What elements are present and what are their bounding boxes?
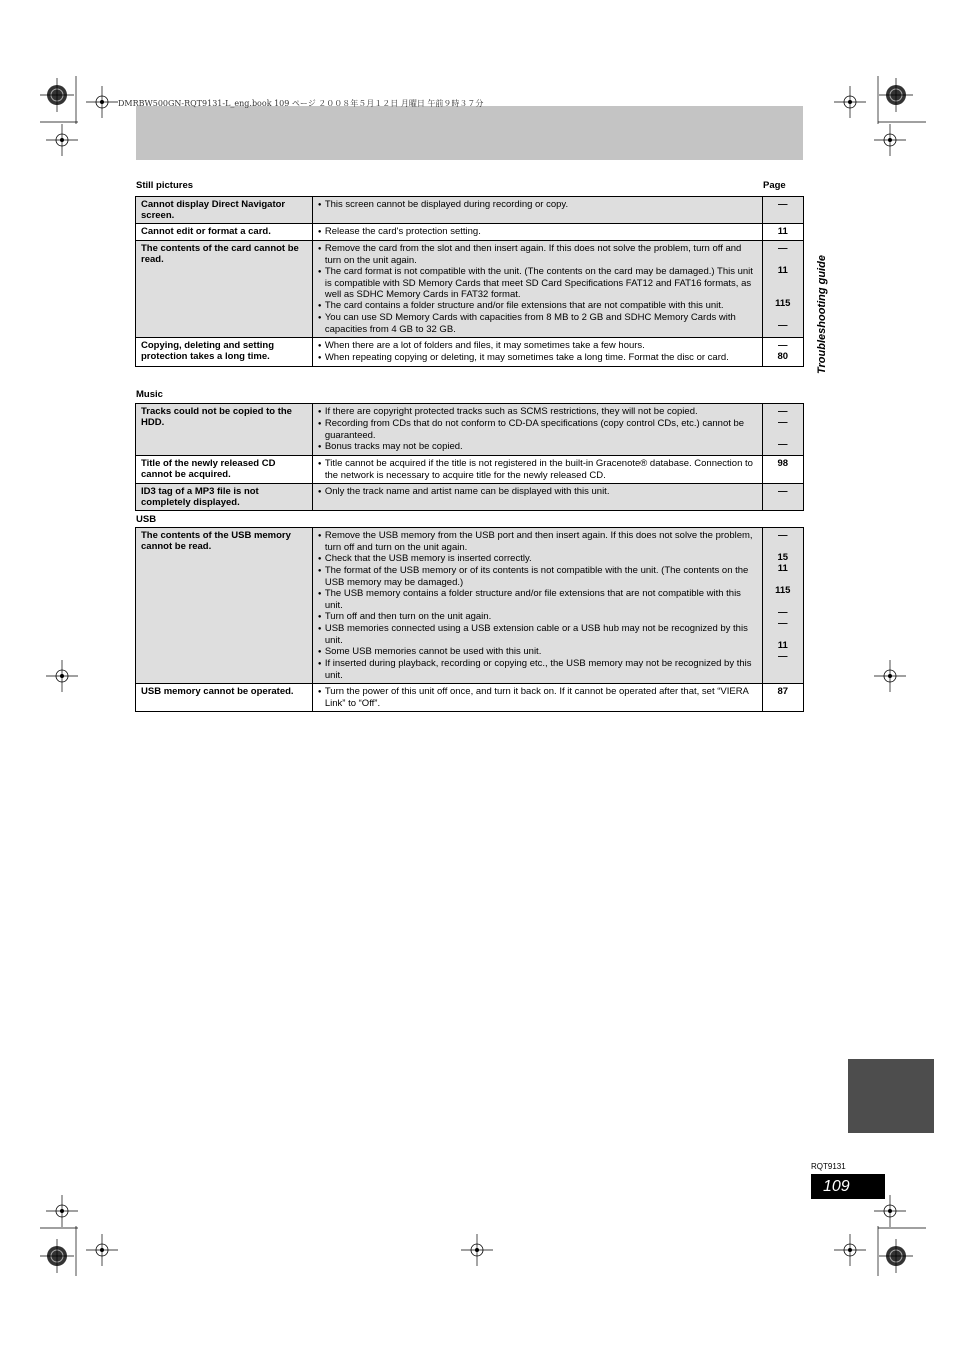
solution-item: ● Check that the USB memory is inserted correctly. (318, 553, 757, 565)
solution-item: ● The format of the USB memory or of its contents is not compatible with the unit. (The contents on the USB memory may be damaged.) (318, 565, 757, 588)
problem-cell: Tracks could not be copied to the HDD. (136, 404, 313, 456)
page-ref: 11 (777, 226, 788, 237)
crosshair-mark (46, 1195, 78, 1227)
page-ref: 11 (777, 265, 788, 276)
page-ref: 15 (777, 552, 789, 563)
page-ref-cell (762, 338, 803, 367)
page-ref: — (778, 486, 788, 497)
section-side-label: Troubleshooting guide (816, 255, 828, 375)
solution-item: ● If inserted during playback, recording or copying etc., the USB memory may not be recognized by this unit. (318, 658, 757, 681)
page-ref: — (778, 320, 788, 331)
solution-item: ● Release the card's protection setting. (318, 226, 757, 238)
problem-cell: Copying, deleting and setting protection takes a long time. (136, 338, 313, 367)
section-title-music: Music (136, 389, 163, 400)
page-ref: 80 (777, 351, 789, 362)
table-row (136, 684, 804, 712)
crosshair-mark (46, 660, 78, 692)
solution-item: ● You can use SD Memory Cards with capacities from 8 MB to 2 GB and SDHC Memory Cards with capacities from 4 GB to 32 GB. (318, 312, 757, 335)
table-row (136, 528, 804, 684)
table-row (136, 456, 804, 484)
still-pictures-table (135, 196, 804, 367)
crosshair-mark (874, 1195, 906, 1227)
solution-item: ● This screen cannot be displayed during recording or copy. (318, 199, 757, 211)
page-ref: 98 (777, 458, 789, 469)
crosshair-mark (874, 124, 906, 156)
page-ref: — (778, 243, 788, 254)
problem-cell: Title of the newly released CD cannot be acquired. (136, 456, 313, 484)
crosshair-mark (874, 660, 906, 692)
page-ref-cell (762, 684, 803, 712)
section-title-usb: USB (136, 514, 157, 525)
page-ref-cell (762, 224, 803, 241)
header-band (136, 106, 803, 160)
page-ref: — (778, 439, 788, 450)
solution-item: ● The card contains a folder structure and/or file extensions that are not compatible with this unit. (318, 300, 757, 312)
page-ref-cell (762, 456, 803, 484)
page-ref: — (778, 530, 788, 541)
crosshair-mark (461, 1234, 493, 1266)
solution-item: ● Recording from CDs that do not conform to CD-DA specifications (copy control CDs, etc.) cannot be guaranteed. (318, 418, 757, 441)
problem-cell: Cannot display Direct Navigator screen. (136, 197, 313, 224)
solution-cell (312, 528, 762, 684)
page-ref: — (778, 406, 788, 417)
page-ref-cell (762, 484, 803, 511)
solution-item: ● Bonus tracks may not be copied. (318, 441, 757, 453)
solution-item: ● Title cannot be acquired if the title is not registered in the built-in Gracenote® database. Connection to the network is necessary to acquire title for the newly released CD. (318, 458, 757, 481)
solution-cell (312, 241, 762, 338)
solution-cell (312, 684, 762, 712)
side-tab-block (848, 1059, 934, 1133)
page-ref: 115 (775, 585, 791, 596)
file-info-line: DMRBW500GN-RQT9131-L_eng.book 109 ページ ２００８年５月１２日 月曜日 午前９時３７分 (118, 99, 484, 108)
crosshair-mark (86, 1234, 118, 1266)
page-column-label: Page (763, 180, 786, 191)
page-ref: 11 (777, 563, 788, 574)
table-row (136, 338, 804, 367)
page-ref-cell (762, 241, 803, 338)
page-ref: 115 (775, 298, 791, 309)
page-ref: — (778, 417, 788, 428)
crosshair-mark (834, 1234, 866, 1266)
solution-cell (312, 456, 762, 484)
solution-item: ● The USB memory contains a folder structure and/or file extensions that are not compatible with this unit. (318, 588, 757, 611)
solution-item: ● USB memories connected using a USB extension cable or a USB hub may not be recognized by this unit. (318, 623, 757, 646)
section-title-still-pictures: Still pictures (136, 180, 194, 191)
solution-item: ● Remove the card from the slot and then insert again. If this does not solve the problem, turn off and turn on the unit again. (318, 243, 757, 266)
problem-cell: ID3 tag of a MP3 file is not completely displayed. (136, 484, 313, 511)
solution-item: ● Some USB memories cannot be used with this unit. (318, 646, 757, 658)
solution-item: ● The card format is not compatible with the unit. (The contents on the card may be damaged.) This unit is compatible with SD Memory Cards that meet SD Card Specifications FAT12 and FAT16 formats, as well as SDHC Memory Cards in FAT32 format. (318, 266, 757, 300)
page-ref: — (778, 607, 788, 618)
page-ref: 11 (777, 640, 788, 651)
problem-cell: The contents of the card cannot be read. (136, 241, 313, 338)
page-ref-cell (762, 528, 803, 684)
page-ref-cell (762, 404, 803, 456)
solution-item: ● Turn the power of this unit off once, and turn it back on. If it cannot be operated after that, set “VIERA Link” to “Off”. (318, 686, 757, 709)
problem-cell: The contents of the USB memory cannot be read. (136, 528, 313, 684)
registration-mark-bottom-right (866, 1226, 926, 1276)
page-ref: — (778, 651, 788, 662)
page-ref: — (778, 199, 788, 210)
table-row (136, 404, 804, 456)
crosshair-mark (86, 86, 118, 118)
table-row (136, 484, 804, 511)
usb-table (135, 527, 804, 712)
crosshair-mark (46, 124, 78, 156)
table-row (136, 197, 804, 224)
page-number: 109 (811, 1174, 885, 1199)
model-code: RQT9131 (811, 1162, 846, 1171)
page-ref: — (778, 618, 788, 629)
page-ref-cell (762, 197, 803, 224)
solution-cell (312, 338, 762, 367)
solution-item: ● When there are a lot of folders and files, it may sometimes take a few hours. (318, 340, 757, 352)
solution-item: ● If there are copyright protected tracks such as SCMS restrictions, they will not be copied. (318, 406, 757, 418)
solution-cell (312, 197, 762, 224)
table-row (136, 241, 804, 338)
solution-item: ● Remove the USB memory from the USB port and then insert again. If this does not solve the problem, turn off and turn on the unit again. (318, 530, 757, 553)
music-table (135, 403, 804, 511)
table-row (136, 224, 804, 241)
solution-cell (312, 404, 762, 456)
solution-cell (312, 224, 762, 241)
solution-item: ● Only the track name and artist name can be displayed with this unit. (318, 486, 757, 498)
registration-mark-top-right (866, 76, 926, 124)
solution-item: ● When repeating copying or deleting, it may sometimes take a long time. Format the disc or card. (318, 352, 757, 364)
problem-cell: Cannot edit or format a card. (136, 224, 313, 241)
page-ref: — (778, 340, 788, 351)
crosshair-mark (834, 86, 866, 118)
problem-cell: USB memory cannot be operated. (136, 684, 313, 712)
solution-cell (312, 484, 762, 511)
page-ref: 87 (777, 686, 789, 697)
solution-item: ● Turn off and then turn on the unit again. (318, 611, 757, 623)
